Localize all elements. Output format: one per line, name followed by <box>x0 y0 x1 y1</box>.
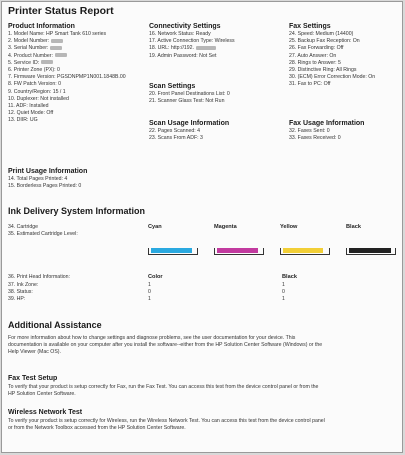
fax-usage-list <box>289 128 401 142</box>
info-line-text: 3. Serial Number: <box>8 45 49 52</box>
info-line-text: 8. FW Patch Version: 0 <box>8 81 62 88</box>
ink-heading: Ink Delivery System Information <box>8 206 146 216</box>
connectivity-section <box>149 22 267 60</box>
info-line-text: 13. DIIR: UG <box>8 117 38 124</box>
info-line <box>8 74 143 81</box>
info-line-text: 21. Scanner Glass Test: Not Run <box>149 98 225 105</box>
info-line-text: 7. Firmware Version: PGSDNPMP1N001.1848B.00 <box>8 74 126 81</box>
print-head-color-value: 0 <box>148 289 151 296</box>
redacted-value <box>50 46 62 50</box>
print-head-row <box>8 296 400 303</box>
fax-test-section <box>8 374 400 398</box>
info-line-text: 22. Pages Scanned: 4 <box>149 128 201 134</box>
print-head-black-value: 1 <box>282 282 285 288</box>
cartridge-level-bar <box>346 248 396 255</box>
info-line-text: 18. URL: http://192. <box>149 45 194 52</box>
scan-usage-section <box>149 119 267 142</box>
product-info-heading: Product Information <box>8 23 75 30</box>
redacted-value <box>55 53 67 57</box>
scan-settings-list <box>149 91 267 105</box>
info-line <box>8 31 143 38</box>
status-report-page <box>1 1 403 453</box>
cartridge-name: Yellow <box>280 224 298 230</box>
info-line-text: 10. Duplexer: Not installed <box>8 95 69 102</box>
info-line <box>8 176 143 183</box>
print-head-black-value: 0 <box>282 289 285 296</box>
print-head-row-label: 38. Status: <box>8 289 33 296</box>
info-line <box>149 128 267 135</box>
print-head-black-value: 1 <box>282 296 285 303</box>
info-line <box>149 53 267 60</box>
assistance-text <box>8 335 400 357</box>
product-info-list <box>8 31 143 125</box>
info-line-text: 15. Borderless Pages Printed: 0 <box>8 183 82 190</box>
redacted-value <box>51 39 63 43</box>
redacted-value <box>196 46 216 50</box>
paragraph-line: For more information about how to change settings and diagnose problems, see the user documentation for your device. This <box>8 335 296 341</box>
info-line-text: 33. Faxes Received: 0 <box>289 135 341 142</box>
product-info-section <box>8 22 143 125</box>
info-line <box>8 103 143 110</box>
print-usage-heading: Print Usage Information <box>8 168 88 175</box>
info-line <box>8 81 143 88</box>
cartridge-level-fill <box>283 248 323 253</box>
info-line-text: 19. Admin Password: Not Set <box>149 52 217 59</box>
fax-test-heading: Fax Test Setup <box>8 375 58 382</box>
info-line <box>289 60 401 67</box>
info-line <box>289 67 401 74</box>
info-line-text: 16. Network Status: Ready <box>149 31 211 37</box>
cartridge-level-fill <box>349 248 391 253</box>
info-line-text: 20. Front Panel Destinations List: 0 <box>149 91 230 97</box>
connectivity-list <box>149 31 267 60</box>
info-line-text: 1. Model Name: HP Smart Tank 610 series <box>8 31 107 37</box>
info-line <box>289 53 401 60</box>
wireless-test-text <box>8 418 400 432</box>
cartridge-name: Magenta <box>214 224 237 230</box>
connectivity-heading: Connectivity Settings <box>149 23 221 30</box>
info-line-text: 14. Total Pages Printed: 4 <box>8 176 68 182</box>
info-line-text: 31. Fax to PC: Off <box>289 81 331 88</box>
print-head-color-column: Color <box>148 274 163 280</box>
info-line-text: 26. Fax Forwarding: Off <box>289 45 344 52</box>
info-line-text: 24. Speed: Medium (14400) <box>289 31 354 37</box>
print-head-row <box>8 289 400 296</box>
info-line <box>8 53 143 60</box>
paragraph-line: or from the Network Toolbox accessed from the HP Solution Center Software. <box>8 425 186 432</box>
fax-usage-heading: Fax Usage Information <box>289 120 365 127</box>
info-line <box>149 91 267 98</box>
info-line-text: 6. Printer Zone (PX): 0 <box>8 67 60 74</box>
info-line-text: 29. Distinctive Ring: All Rings <box>289 67 357 74</box>
fax-settings-section <box>289 22 401 89</box>
info-line-text: 25. Backup Fax Reception: On <box>289 38 360 45</box>
cartridge-level-fill <box>151 248 192 253</box>
assistance-heading: Additional Assistance <box>8 320 102 330</box>
info-line <box>289 74 401 81</box>
info-line-text: 12. Quiet Mode: Off <box>8 110 54 117</box>
info-line-text: 27. Auto Answer: On <box>289 52 337 59</box>
print-head-row-label: 37. Ink Zone: <box>8 282 39 288</box>
info-line <box>289 45 401 52</box>
cartridge-levels <box>2 224 403 264</box>
cartridge-level-bar <box>280 248 330 255</box>
redacted-value <box>41 60 53 64</box>
cartridge-level-bar <box>214 248 264 255</box>
cartridge-label: 34. Cartridge <box>8 224 38 230</box>
wireless-test-section <box>8 408 400 432</box>
print-head-color-value: 1 <box>148 282 151 288</box>
wireless-test-heading: Wireless Network Test <box>8 409 83 416</box>
info-line-text: 5. Service ID: <box>8 59 40 66</box>
cartridge-level-label: 35. Estimated Cartridge Level: <box>8 231 78 238</box>
cartridge-name: Cyan <box>148 224 162 230</box>
info-line-text: 11. ADF: Installed <box>8 103 49 110</box>
paragraph-line: HP Solution Center Software. <box>8 391 76 398</box>
print-head-color-value: 1 <box>148 296 151 303</box>
info-line-text: 28. Rings to Answer: 5 <box>289 59 341 66</box>
info-line <box>8 38 143 45</box>
info-line <box>289 135 401 142</box>
paragraph-line: To verify your product is setup correctly for Wireless, run the Wireless Network Test. You can access this test from the device control panel <box>8 418 325 424</box>
info-line <box>289 128 401 135</box>
assistance-section <box>8 320 400 357</box>
info-line <box>8 89 143 96</box>
info-line <box>149 31 267 38</box>
info-line-text: 4. Product Number: <box>8 52 53 59</box>
fax-usage-section <box>289 119 401 142</box>
paragraph-line: To verify that your product is setup correctly for Fax, run the Fax Test. You can access this test from the device control panel or from the <box>8 384 319 390</box>
info-line <box>149 45 267 52</box>
cartridge-level-fill <box>217 248 258 253</box>
print-usage-section <box>8 167 143 190</box>
fax-settings-list <box>289 31 401 89</box>
print-head-black-column: Black <box>282 274 297 280</box>
cartridge-name: Black <box>346 224 361 230</box>
info-line <box>8 45 143 52</box>
cartridge-level-bar <box>148 248 198 255</box>
info-line <box>8 110 143 117</box>
scan-usage-list <box>149 128 267 142</box>
info-line-text: 17. Active Connection Type: Wireless <box>149 38 235 45</box>
print-head-section <box>8 274 400 314</box>
fax-settings-heading: Fax Settings <box>289 23 331 30</box>
print-head-rows <box>8 282 400 304</box>
info-line <box>289 31 401 38</box>
scan-settings-heading: Scan Settings <box>149 83 196 90</box>
info-line <box>149 135 267 142</box>
info-line <box>8 183 143 190</box>
paragraph-line: Help Viewer (Mac OS). <box>8 349 61 356</box>
info-line <box>8 96 143 103</box>
fax-test-text <box>8 384 400 398</box>
report-title: Printer Status Report <box>8 5 114 17</box>
info-line <box>289 81 401 88</box>
info-line <box>8 117 143 124</box>
scan-usage-heading: Scan Usage Information <box>149 120 230 127</box>
info-line <box>8 67 143 74</box>
scan-settings-section <box>149 82 267 105</box>
print-head-row <box>8 282 400 289</box>
info-line-text: 2. Model Number: <box>8 38 50 45</box>
info-line-text: 32. Faxes Sent: 0 <box>289 128 330 134</box>
print-head-row-label: 39. HP: <box>8 296 26 303</box>
print-usage-list <box>8 176 143 190</box>
info-line-text: 9. Country/Region: 15 / 1 <box>8 88 66 95</box>
paragraph-line: documentation is available on your computer after you install the software--either from the HP Solution Center Software (Windows) or the <box>8 342 323 349</box>
info-line <box>8 60 143 67</box>
info-line <box>149 98 267 105</box>
info-line-text: 23. Scans From ADF: 3 <box>149 135 203 142</box>
print-head-label: 36. Print Head Information: <box>8 274 70 280</box>
info-line-text: 30. (ECM) Error Correction Mode: On <box>289 74 376 81</box>
info-line <box>149 38 267 45</box>
info-line <box>289 38 401 45</box>
